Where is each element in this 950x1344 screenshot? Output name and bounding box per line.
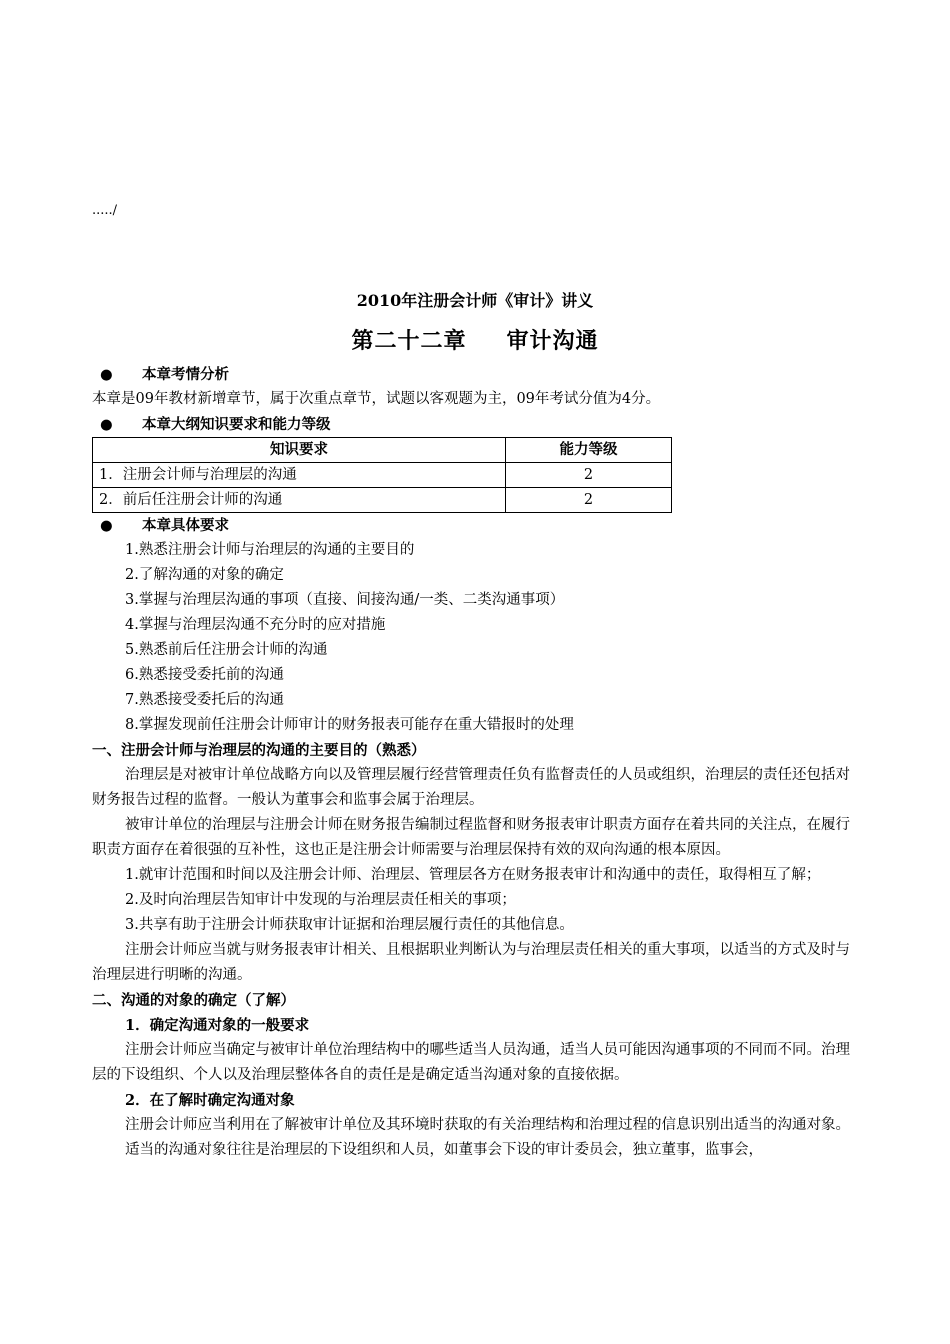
part2-paragraph: 适当的沟通对象往往是治理层的下设组织和人员，如董事会下设的审计委员会，独立董事，监事会， bbox=[125, 1142, 763, 1158]
list-item: 5.熟悉前后任注册会计师的沟通 bbox=[125, 642, 328, 658]
list-item: 6.熟悉接受委托前的沟通 bbox=[125, 667, 284, 683]
list-item: 7.熟悉接受委托后的沟通 bbox=[125, 692, 284, 708]
table-cell-knowledge: 2．前后任注册会计师的沟通 bbox=[93, 488, 506, 513]
part2-subheading: 1．确定沟通对象的一般要求 bbox=[125, 1017, 310, 1034]
table-cell-level: 2 bbox=[506, 488, 672, 513]
table-cell-level: 2 bbox=[506, 463, 672, 488]
section-exam-heading bbox=[92, 362, 860, 387]
part2-paragraph: 注册会计师应当利用在了解被审计单位及其环境时获取的有关治理结构和治理过程的信息识别出适当的沟通对象。 bbox=[125, 1117, 850, 1133]
document-body bbox=[92, 362, 860, 1163]
part1-paragraph: 被审计单位的治理层与注册会计师在财务报告编制过程监督和财务报表审计职责方面存在着共同的关注点，在履行职责方面存在着很强的互补性，这也正是注册会计师需要与治理层保持有效的双向沟通的根本原因。 bbox=[92, 817, 850, 858]
list-item: 2.了解沟通的对象的确定 bbox=[125, 567, 284, 583]
table-header-level: 能力等级 bbox=[506, 438, 672, 463]
part2-heading: 二、沟通的对象的确定（了解） bbox=[92, 992, 295, 1009]
chapter-title bbox=[0, 324, 950, 355]
list-item: 8.掌握发现前任注册会计师审计的财务报表可能存在重大错报时的处理 bbox=[125, 717, 574, 733]
part2-paragraph: 注册会计师应当确定与被审计单位治理结构中的哪些适当人员沟通，适当人员可能因沟通事项的不同而不同。治理层的下设组织、个人以及治理层整体各自的责任是是确定适当沟通对象的直接依据。 bbox=[92, 1042, 850, 1083]
list-item: 1.熟悉注册会计师与治理层的沟通的主要目的 bbox=[125, 542, 415, 558]
part2-subheading: 2．在了解时确定沟通对象 bbox=[125, 1092, 295, 1109]
chapter-name: 审计沟通 bbox=[506, 328, 599, 354]
table-cell-knowledge: 1．注册会计师与治理层的沟通 bbox=[93, 463, 506, 488]
list-item: 4.掌握与治理层沟通不充分时的应对措施 bbox=[125, 617, 386, 633]
part1-heading: 一、注册会计师与治理层的沟通的主要目的（熟悉） bbox=[92, 742, 426, 759]
part1-list-item: 1.就审计范围和时间以及注册会计师、治理层、管理层各方在财务报表审计和沟通中的责任，取得相互了解； bbox=[125, 867, 821, 883]
part1-list-item: 3.共享有助于注册会计师获取审计证据和治理层履行责任的其他信息。 bbox=[125, 917, 574, 933]
part1-paragraph: 治理层是对被审计单位战略方向以及管理层履行经营管理责任负有监督责任的人员或组织，治理层的责任还包括对财务报告过程的监督。一般认为董事会和监事会属于治理层。 bbox=[92, 767, 850, 808]
section-exam-text: 本章是09年教材新增章节，属于次重点章节，试题以客观题为主，09年考试分值为4分。 bbox=[92, 391, 661, 407]
section-outline-heading-text: 本章大纲知识要求和能力等级 bbox=[142, 416, 331, 433]
section-exam-heading-text: 本章考情分析 bbox=[142, 366, 229, 383]
chapter-number: 第二十二章 bbox=[351, 328, 467, 354]
table-row bbox=[93, 488, 672, 513]
part1-list-item: 2.及时向治理层告知审计中发现的与治理层责任相关的事项； bbox=[125, 892, 516, 908]
list-item: 3.掌握与治理层沟通的事项（直接、间接沟通/一类、二类沟通事项） bbox=[125, 592, 565, 608]
table-header-row bbox=[93, 438, 672, 463]
bullet-icon: ● bbox=[100, 416, 113, 433]
section-outline-heading bbox=[92, 412, 860, 437]
part1-paragraph: 注册会计师应当就与财务报表审计相关、且根据职业判断认为与治理层责任相关的重大事项，以适当的方式及时与治理层进行明晰的沟通。 bbox=[92, 942, 850, 983]
section-requirements-heading-text: 本章具体要求 bbox=[142, 517, 229, 534]
table-header-knowledge: 知识要求 bbox=[93, 438, 506, 463]
requirements-table bbox=[92, 437, 672, 513]
document-title: 2010年注册会计师《审计》讲义 bbox=[356, 291, 594, 310]
bullet-icon: ● bbox=[100, 517, 113, 534]
table-row bbox=[93, 463, 672, 488]
header-mark: ...../ bbox=[92, 203, 118, 218]
section-requirements-heading bbox=[92, 513, 860, 538]
bullet-icon: ● bbox=[100, 366, 113, 383]
